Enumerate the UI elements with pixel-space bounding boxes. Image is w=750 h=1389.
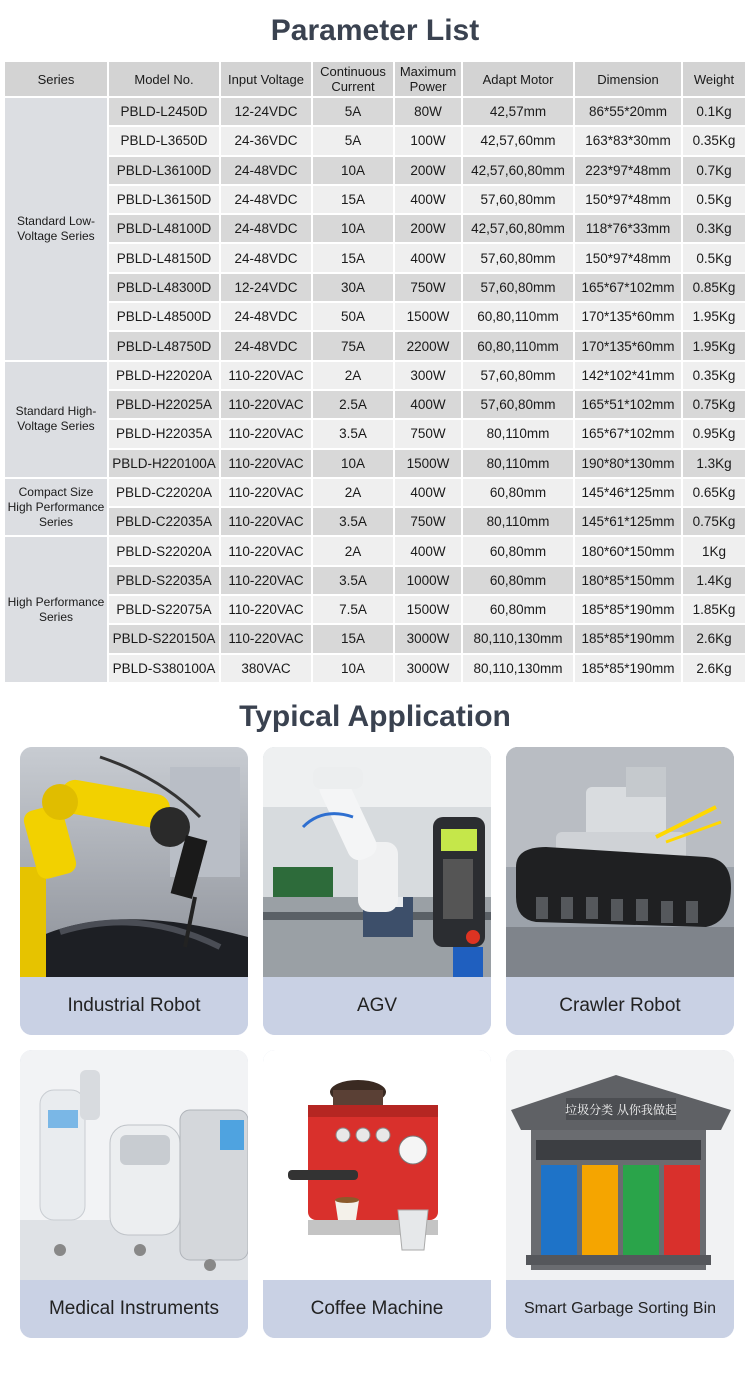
table-cell: 100W: [395, 127, 461, 154]
table-cell: 60,80mm: [463, 537, 573, 564]
table-cell: 5A: [313, 127, 393, 154]
table-row: [5, 274, 745, 301]
medical-instruments-photo: [20, 1050, 248, 1280]
table-cell: 0.35Kg: [683, 362, 745, 389]
table-cell: 1500W: [395, 450, 461, 477]
application-label: AGV: [263, 977, 491, 1035]
table-cell: 10A: [313, 215, 393, 242]
table-cell: PBLD-H220100A: [109, 450, 219, 477]
table-cell: 110-220VAC: [221, 362, 311, 389]
table-cell: 15A: [313, 244, 393, 271]
table-cell: PBLD-S22035A: [109, 567, 219, 594]
table-cell: 5A: [313, 98, 393, 125]
table-cell: PBLD-C22020A: [109, 479, 219, 506]
series-name-cell: Compact Size High Performance Series: [5, 479, 107, 536]
table-cell: 223*97*48mm: [575, 157, 681, 184]
table-cell: 30A: [313, 274, 393, 301]
application-card-medical-instruments: [20, 1050, 248, 1338]
table-cell: 24-48VDC: [221, 303, 311, 330]
table-cell: 1.4Kg: [683, 567, 745, 594]
table-cell: 145*46*125mm: [575, 479, 681, 506]
table-cell: 0.5Kg: [683, 244, 745, 271]
table-cell: 80,110,130mm: [463, 625, 573, 652]
table-cell: PBLD-S380100A: [109, 655, 219, 682]
table-cell: 1500W: [395, 303, 461, 330]
table-cell: 80,110mm: [463, 420, 573, 447]
table-cell: 2A: [313, 537, 393, 564]
table-cell: 0.65Kg: [683, 479, 745, 506]
table-row: [5, 508, 745, 535]
table-row: [5, 479, 745, 506]
table-cell: 12-24VDC: [221, 98, 311, 125]
column-header: Dimension: [575, 62, 681, 96]
application-card-coffee-machine: [263, 1050, 491, 1338]
table-cell: PBLD-L48300D: [109, 274, 219, 301]
table-cell: 110-220VAC: [221, 625, 311, 652]
table-cell: 170*135*60mm: [575, 303, 681, 330]
table-cell: 400W: [395, 479, 461, 506]
table-cell: 200W: [395, 157, 461, 184]
table-cell: PBLD-L48500D: [109, 303, 219, 330]
table-cell: 3000W: [395, 655, 461, 682]
table-row: [5, 450, 745, 477]
table-cell: 165*67*102mm: [575, 420, 681, 447]
table-cell: 1500W: [395, 596, 461, 623]
table-cell: 400W: [395, 244, 461, 271]
table-cell: 24-36VDC: [221, 127, 311, 154]
table-cell: 80,110,130mm: [463, 655, 573, 682]
table-row: [5, 98, 745, 125]
table-cell: 150*97*48mm: [575, 244, 681, 271]
table-cell: 2A: [313, 362, 393, 389]
table-header-row: [5, 62, 745, 96]
table-cell: 60,80mm: [463, 567, 573, 594]
table-cell: 1.3Kg: [683, 450, 745, 477]
parameter-list-title: Parameter List: [270, 14, 480, 47]
table-cell: 163*83*30mm: [575, 127, 681, 154]
table-cell: 300W: [395, 362, 461, 389]
table-cell: 86*55*20mm: [575, 98, 681, 125]
table-cell: PBLD-H22020A: [109, 362, 219, 389]
table-cell: 185*85*190mm: [575, 596, 681, 623]
table-row: [5, 215, 745, 242]
table-cell: PBLD-L48150D: [109, 244, 219, 271]
table-cell: 0.1Kg: [683, 98, 745, 125]
table-cell: 750W: [395, 508, 461, 535]
table-cell: 12-24VDC: [221, 274, 311, 301]
column-header: Continuous Current: [313, 62, 393, 96]
series-name-cell: Standard Low-Voltage Series: [5, 98, 107, 360]
table-cell: 2.6Kg: [683, 625, 745, 652]
table-cell: 80,110mm: [463, 508, 573, 535]
table-cell: 3000W: [395, 625, 461, 652]
table-row: [5, 244, 745, 271]
table-cell: 110-220VAC: [221, 567, 311, 594]
table-cell: 24-48VDC: [221, 215, 311, 242]
table-cell: 10A: [313, 450, 393, 477]
table-cell: PBLD-L48100D: [109, 215, 219, 242]
table-cell: PBLD-H22035A: [109, 420, 219, 447]
table-cell: PBLD-L3650D: [109, 127, 219, 154]
table-cell: PBLD-S220150A: [109, 625, 219, 652]
table-cell: 57,60,80mm: [463, 186, 573, 213]
table-cell: 60,80,110mm: [463, 303, 573, 330]
table-cell: 60,80,110mm: [463, 332, 573, 359]
table-cell: 57,60,80mm: [463, 391, 573, 418]
industrial-robot-photo: [20, 747, 248, 977]
table-cell: 142*102*41mm: [575, 362, 681, 389]
agv-photo: [263, 747, 491, 977]
table-cell: 42,57,60,80mm: [463, 157, 573, 184]
table-cell: 0.95Kg: [683, 420, 745, 447]
table-cell: 15A: [313, 625, 393, 652]
garbage-sign-text: 垃圾分类 从你我做起: [565, 1103, 677, 1117]
table-cell: PBLD-S22020A: [109, 537, 219, 564]
application-label: Coffee Machine: [263, 1280, 491, 1338]
table-cell: PBLD-C22035A: [109, 508, 219, 535]
column-header: Series: [5, 62, 107, 96]
table-cell: 42,57,60mm: [463, 127, 573, 154]
table-cell: 750W: [395, 420, 461, 447]
application-card-crawler-robot: [506, 747, 734, 1035]
table-cell: 1000W: [395, 567, 461, 594]
table-cell: 1.95Kg: [683, 303, 745, 330]
table-row: [5, 362, 745, 389]
table-cell: 60,80mm: [463, 596, 573, 623]
table-cell: 0.75Kg: [683, 391, 745, 418]
column-header: Maximum Power: [395, 62, 461, 96]
table-row: [5, 537, 745, 564]
table-cell: 3.5A: [313, 567, 393, 594]
table-cell: 57,60,80mm: [463, 274, 573, 301]
table-row: [5, 420, 745, 447]
table-cell: 0.35Kg: [683, 127, 745, 154]
table-cell: 3.5A: [313, 508, 393, 535]
table-cell: 110-220VAC: [221, 596, 311, 623]
application-card-agv: [263, 747, 491, 1035]
table-cell: 185*85*190mm: [575, 655, 681, 682]
table-cell: 24-48VDC: [221, 157, 311, 184]
table-cell: 400W: [395, 537, 461, 564]
application-label: Medical Instruments: [20, 1280, 248, 1338]
table-row: [5, 655, 745, 682]
table-cell: 10A: [313, 655, 393, 682]
table-cell: 400W: [395, 391, 461, 418]
table-cell: 400W: [395, 186, 461, 213]
table-cell: 110-220VAC: [221, 537, 311, 564]
table-row: [5, 332, 745, 359]
table-cell: 165*67*102mm: [575, 274, 681, 301]
table-cell: 7.5A: [313, 596, 393, 623]
table-cell: 15A: [313, 186, 393, 213]
table-cell: 190*80*130mm: [575, 450, 681, 477]
garbage-bin-photo: [506, 1050, 734, 1280]
table-row: [5, 303, 745, 330]
table-row: [5, 391, 745, 418]
table-cell: PBLD-S22075A: [109, 596, 219, 623]
table-cell: 0.75Kg: [683, 508, 745, 535]
column-header: Model No.: [109, 62, 219, 96]
table-cell: 165*51*102mm: [575, 391, 681, 418]
series-name-cell: Standard High-Voltage Series: [5, 362, 107, 477]
table-cell: 1Kg: [683, 537, 745, 564]
table-cell: 200W: [395, 215, 461, 242]
application-label: Industrial Robot: [20, 977, 248, 1035]
table-cell: PBLD-L36100D: [109, 157, 219, 184]
table-cell: 80,110mm: [463, 450, 573, 477]
table-cell: 150*97*48mm: [575, 186, 681, 213]
application-label: Crawler Robot: [506, 977, 734, 1035]
table-cell: 2A: [313, 479, 393, 506]
table-cell: 24-48VDC: [221, 244, 311, 271]
table-cell: 0.3Kg: [683, 215, 745, 242]
table-cell: 110-220VAC: [221, 508, 311, 535]
typical-application-title: Typical Application: [239, 700, 511, 733]
table-cell: 80W: [395, 98, 461, 125]
column-header: Adapt Motor: [463, 62, 573, 96]
table-cell: 2.5A: [313, 391, 393, 418]
table-cell: 1.95Kg: [683, 332, 745, 359]
table-cell: 60,80mm: [463, 479, 573, 506]
table-cell: 110-220VAC: [221, 420, 311, 447]
table-cell: 42,57mm: [463, 98, 573, 125]
parameter-table: [3, 60, 747, 684]
table-cell: 10A: [313, 157, 393, 184]
table-cell: PBLD-L36150D: [109, 186, 219, 213]
table-cell: 145*61*125mm: [575, 508, 681, 535]
table-cell: 0.7Kg: [683, 157, 745, 184]
table-cell: 180*85*150mm: [575, 567, 681, 594]
column-header: Input Voltage: [221, 62, 311, 96]
table-cell: 110-220VAC: [221, 479, 311, 506]
table-row: [5, 567, 745, 594]
table-cell: 75A: [313, 332, 393, 359]
application-card-industrial-robot: [20, 747, 248, 1035]
table-cell: 185*85*190mm: [575, 625, 681, 652]
table-row: [5, 186, 745, 213]
table-cell: 180*60*150mm: [575, 537, 681, 564]
table-cell: 1.85Kg: [683, 596, 745, 623]
application-label: Smart Garbage Sorting Bin: [506, 1280, 734, 1338]
table-row: [5, 157, 745, 184]
table-cell: 170*135*60mm: [575, 332, 681, 359]
table-row: [5, 625, 745, 652]
table-row: [5, 596, 745, 623]
table-cell: 57,60,80mm: [463, 244, 573, 271]
table-cell: 2200W: [395, 332, 461, 359]
table-row: [5, 127, 745, 154]
table-cell: 57,60,80mm: [463, 362, 573, 389]
crawler-robot-photo: [506, 747, 734, 977]
coffee-machine-photo: [263, 1050, 491, 1280]
column-header: Weight: [683, 62, 745, 96]
series-name-cell: High Performance Series: [5, 537, 107, 681]
table-cell: 50A: [313, 303, 393, 330]
table-cell: PBLD-L2450D: [109, 98, 219, 125]
table-cell: 3.5A: [313, 420, 393, 447]
table-cell: 380VAC: [221, 655, 311, 682]
table-cell: 42,57,60,80mm: [463, 215, 573, 242]
table-cell: 0.85Kg: [683, 274, 745, 301]
table-cell: 750W: [395, 274, 461, 301]
table-cell: 24-48VDC: [221, 332, 311, 359]
application-card-garbage-bin: [506, 1050, 734, 1338]
table-cell: 110-220VAC: [221, 391, 311, 418]
table-cell: 110-220VAC: [221, 450, 311, 477]
table-cell: PBLD-H22025A: [109, 391, 219, 418]
table-cell: 2.6Kg: [683, 655, 745, 682]
table-cell: 0.5Kg: [683, 186, 745, 213]
table-cell: PBLD-L48750D: [109, 332, 219, 359]
table-cell: 24-48VDC: [221, 186, 311, 213]
table-cell: 118*76*33mm: [575, 215, 681, 242]
